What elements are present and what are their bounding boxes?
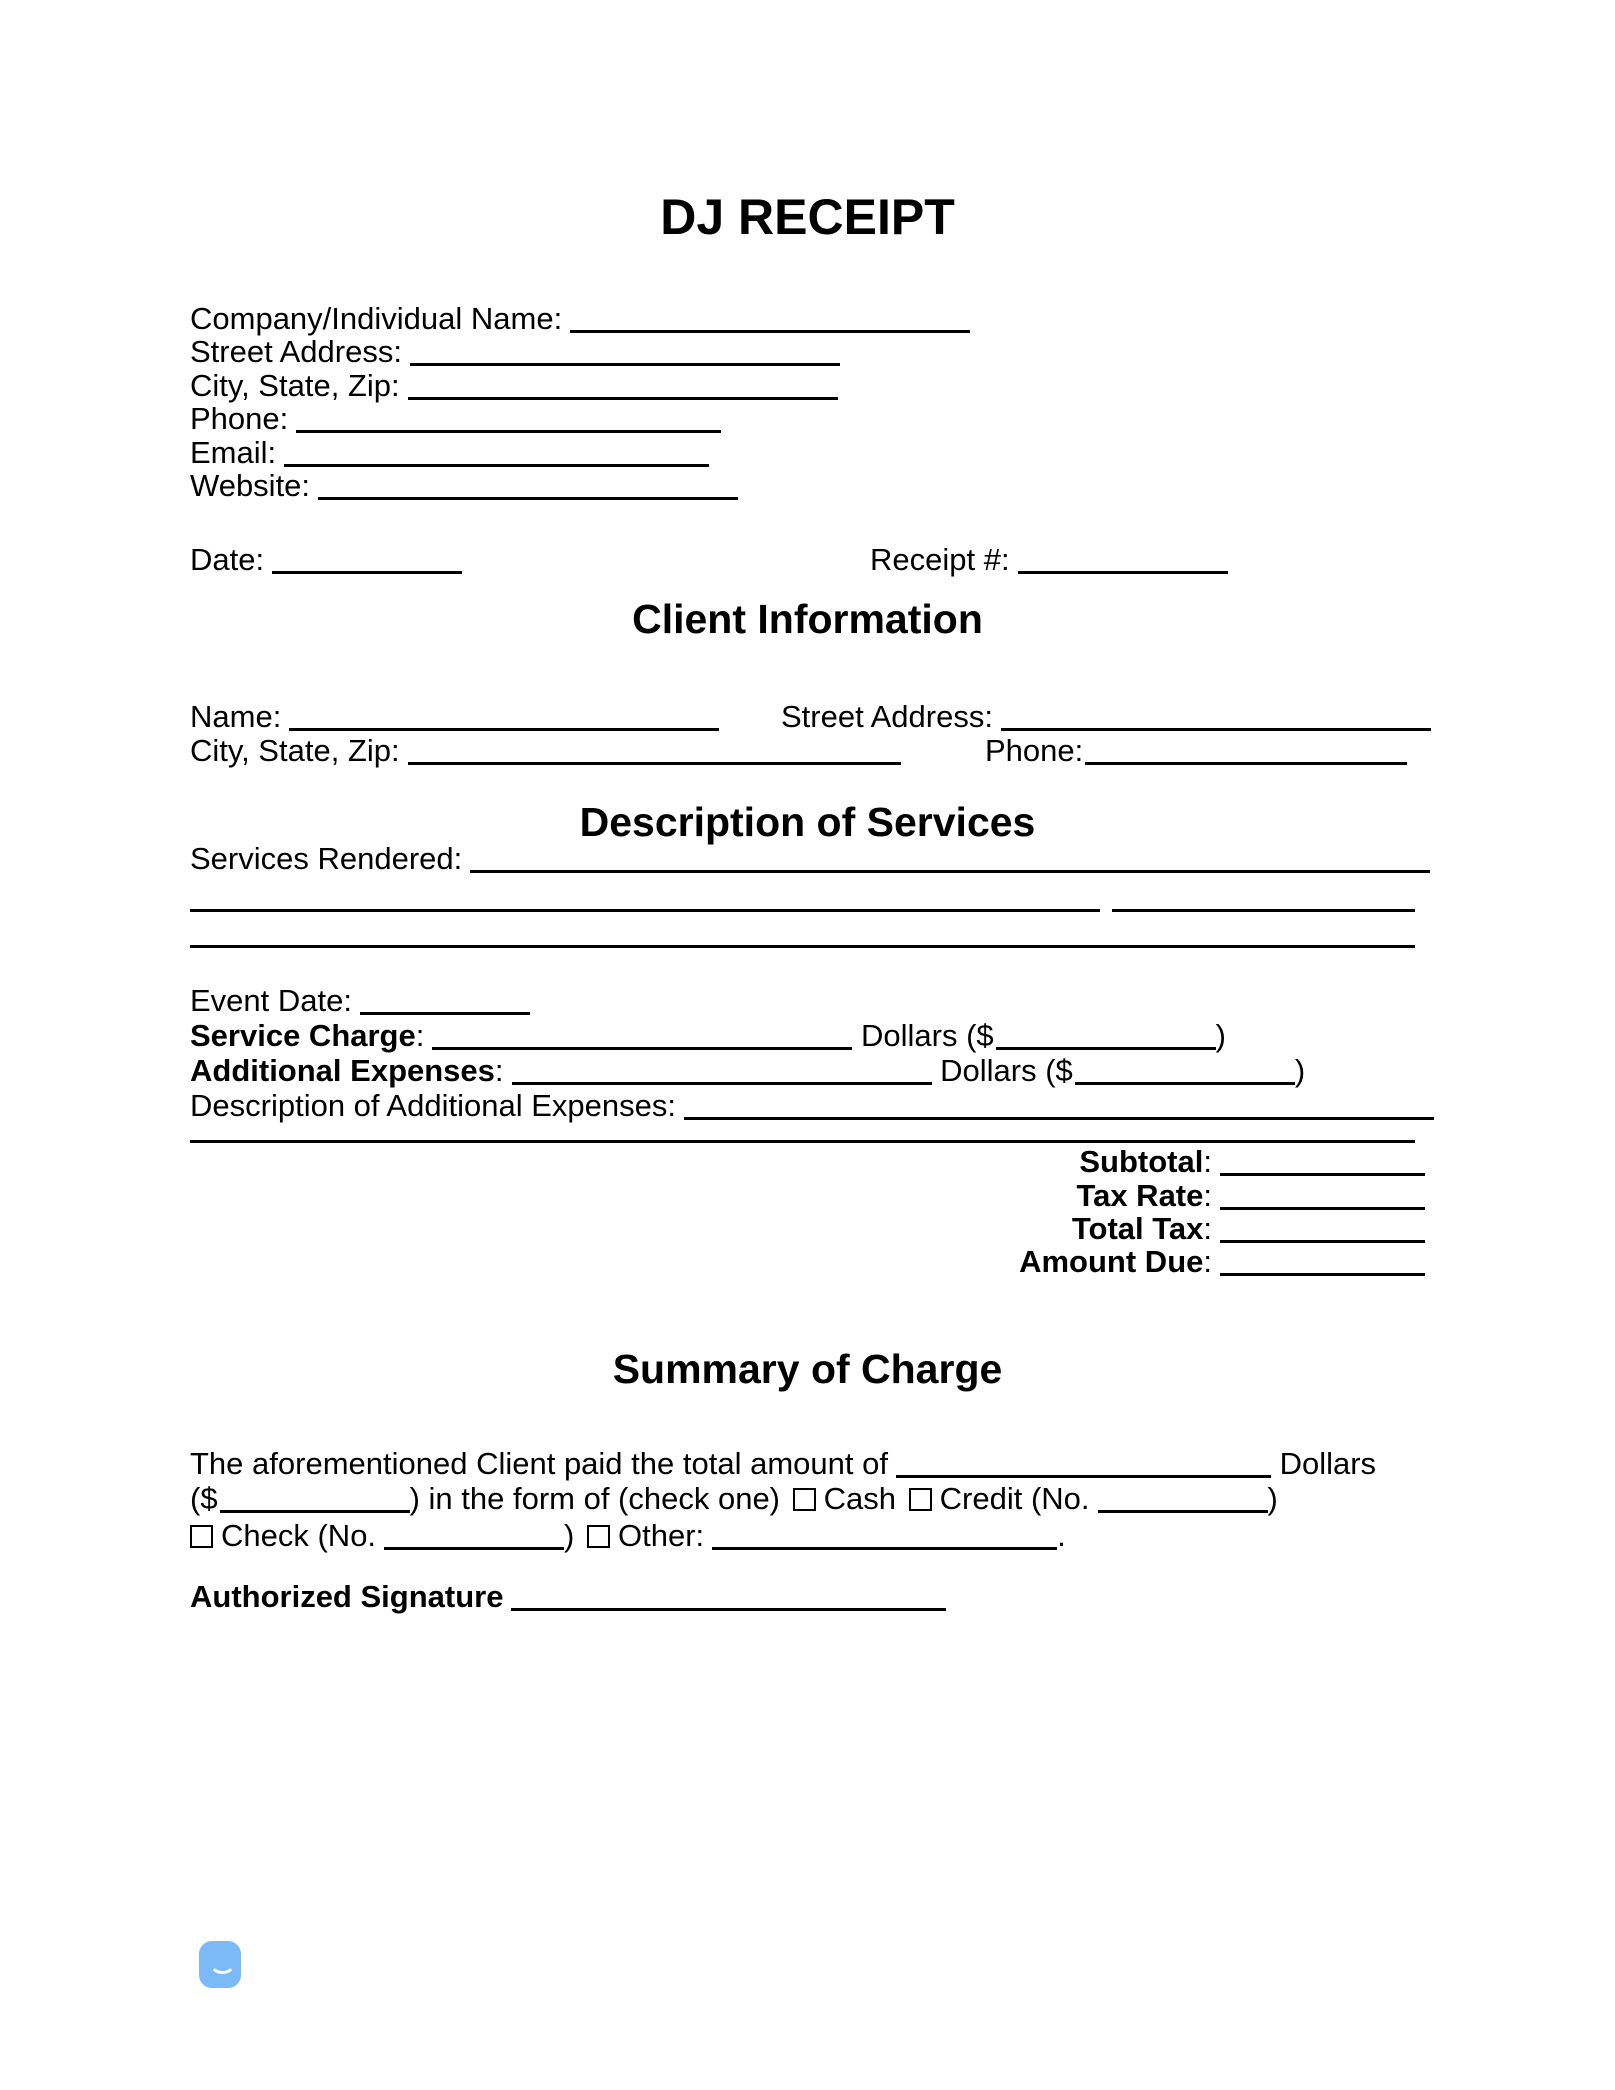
service-charge-paren: ) [1215, 1018, 1226, 1053]
services-continuation-line-1a[interactable] [190, 909, 1100, 912]
authorized-signature-input[interactable] [511, 1607, 946, 1611]
subtotal-label: Subtotal [1079, 1144, 1204, 1179]
service-charge-label: Service Charge [190, 1018, 416, 1053]
total-tax-colon: : [1203, 1211, 1212, 1246]
client-name-label: Name: [190, 699, 282, 734]
summary-of-charge-heading: Summary of Charge [612, 1346, 1003, 1392]
additional-expenses-amount-input[interactable] [1075, 1081, 1295, 1085]
company-email-label: Email: [190, 435, 277, 470]
total-tax-label: Total Tax [1071, 1211, 1204, 1246]
services-rendered-row [190, 842, 1425, 876]
company-city-row [190, 369, 1425, 403]
additional-expenses-dollars-label: Dollars ($ [940, 1053, 1073, 1088]
service-charge-amount-input[interactable] [996, 1046, 1216, 1050]
company-email-input[interactable] [284, 463, 709, 467]
service-charge-input[interactable] [432, 1046, 852, 1050]
company-website-row [190, 469, 1425, 503]
services-continuation-line-2[interactable] [190, 945, 1415, 948]
total-tax-input[interactable] [1220, 1239, 1425, 1243]
summary-line-1 [190, 1447, 1425, 1481]
paid-amount-input[interactable] [220, 1509, 410, 1513]
credit-paren-close: ) [1267, 1481, 1278, 1516]
amount-due-colon: : [1203, 1244, 1212, 1279]
company-phone-input[interactable] [296, 429, 721, 433]
client-street-label: Street Address: [781, 699, 993, 734]
additional-expenses-input[interactable] [512, 1081, 932, 1085]
date-label: Date: [190, 542, 265, 577]
company-city-label: City, State, Zip: [190, 368, 400, 403]
description-of-services-heading: Description of Services [579, 799, 1036, 845]
tax-rate-input[interactable] [1220, 1206, 1425, 1210]
company-email-row [190, 436, 1425, 470]
other-method-input[interactable] [712, 1546, 1057, 1550]
client-city-group [190, 734, 901, 768]
client-street-input[interactable] [1001, 727, 1431, 731]
client-phone-input[interactable] [1085, 761, 1407, 765]
additional-description-row [190, 1089, 1425, 1123]
tax-rate-label: Tax Rate [1076, 1178, 1204, 1213]
company-phone-label: Phone: [190, 401, 289, 436]
credit-number-input[interactable] [1098, 1509, 1268, 1513]
company-website-label: Website: [190, 468, 311, 503]
paid-amount-words-input[interactable] [896, 1474, 1271, 1478]
company-name-input[interactable] [570, 329, 970, 333]
summary-form-text: ) in the form of (check one) [409, 1481, 781, 1516]
event-date-row [190, 984, 1425, 1018]
tax-rate-row [190, 1179, 1425, 1213]
page-title: DJ RECEIPT [660, 189, 955, 245]
amount-due-input[interactable] [1220, 1272, 1425, 1276]
additional-expenses-label: Additional Expenses [190, 1053, 495, 1088]
tax-rate-colon: : [1203, 1178, 1212, 1213]
additional-expenses-row [190, 1054, 1425, 1088]
receipt-number-input[interactable] [1018, 570, 1228, 574]
company-name-row [190, 302, 1425, 336]
company-website-input[interactable] [318, 496, 738, 500]
total-tax-row [190, 1212, 1425, 1246]
other-checkbox[interactable] [587, 1525, 610, 1548]
additional-description-label: Description of Additional Expenses: [190, 1088, 676, 1123]
check-checkbox[interactable] [190, 1525, 213, 1548]
client-phone-label: Phone: [985, 733, 1084, 768]
additional-description-continuation-line[interactable] [190, 1140, 1415, 1143]
services-rendered-label: Services Rendered: [190, 841, 463, 876]
subtotal-colon: : [1203, 1144, 1212, 1179]
company-name-label: Company/Individual Name: [190, 301, 563, 336]
receipt-number-group [870, 543, 1228, 577]
subtotal-row [190, 1145, 1425, 1179]
check-number-input[interactable] [384, 1546, 564, 1550]
event-date-input[interactable] [360, 1011, 530, 1015]
amount-due-row [190, 1245, 1425, 1279]
additional-expenses-paren: ) [1294, 1053, 1306, 1088]
client-name-group [190, 700, 719, 734]
date-input[interactable] [272, 570, 462, 574]
event-date-label: Event Date: [190, 983, 352, 1018]
client-city-state-zip-input[interactable] [408, 761, 901, 765]
summary-paid-text: The aforementioned Client paid the total amount of [190, 1446, 888, 1481]
other-label: Other: [618, 1518, 705, 1553]
summary-amount-open: ($ [190, 1481, 218, 1516]
company-street-row [190, 335, 1425, 369]
check-paren-close: ) [564, 1518, 575, 1553]
client-city-label: City, State, Zip: [190, 733, 400, 768]
additional-description-input[interactable] [684, 1116, 1434, 1120]
company-city-state-zip-input[interactable] [408, 396, 838, 400]
company-phone-row [190, 402, 1425, 436]
client-street-group [781, 700, 1431, 734]
company-street-input[interactable] [410, 362, 840, 366]
service-charge-colon: : [415, 1018, 425, 1053]
credit-label: Credit (No. [939, 1481, 1090, 1516]
client-name-input[interactable] [289, 727, 719, 731]
service-charge-row [190, 1019, 1425, 1053]
services-continuation-line-1b[interactable] [1112, 909, 1415, 912]
authorized-signature-label: Authorized Signature [190, 1579, 504, 1614]
summary-line-2 [190, 1482, 1425, 1516]
summary-period: . [1057, 1518, 1066, 1553]
smile-logo-icon [199, 1941, 241, 1988]
check-label: Check (No. [221, 1518, 377, 1553]
service-charge-dollars-label: Dollars ($ [860, 1018, 994, 1053]
client-phone-group [985, 734, 1407, 768]
cash-label: Cash [823, 1481, 897, 1516]
receipt-number-label: Receipt #: [870, 542, 1010, 577]
summary-dollars-word: Dollars [1279, 1446, 1377, 1481]
cash-checkbox[interactable] [793, 1488, 816, 1511]
smile-arc [209, 1950, 236, 1974]
additional-expenses-colon: : [494, 1053, 504, 1088]
services-rendered-input[interactable] [470, 869, 1430, 873]
authorized-signature-row [190, 1580, 1425, 1614]
company-street-label: Street Address: [190, 334, 402, 369]
summary-line-3 [190, 1519, 1425, 1553]
amount-due-label: Amount Due [1019, 1244, 1204, 1279]
subtotal-input[interactable] [1220, 1172, 1425, 1176]
client-information-heading: Client Information [632, 596, 983, 642]
credit-checkbox[interactable] [909, 1488, 932, 1511]
date-group [190, 543, 462, 577]
